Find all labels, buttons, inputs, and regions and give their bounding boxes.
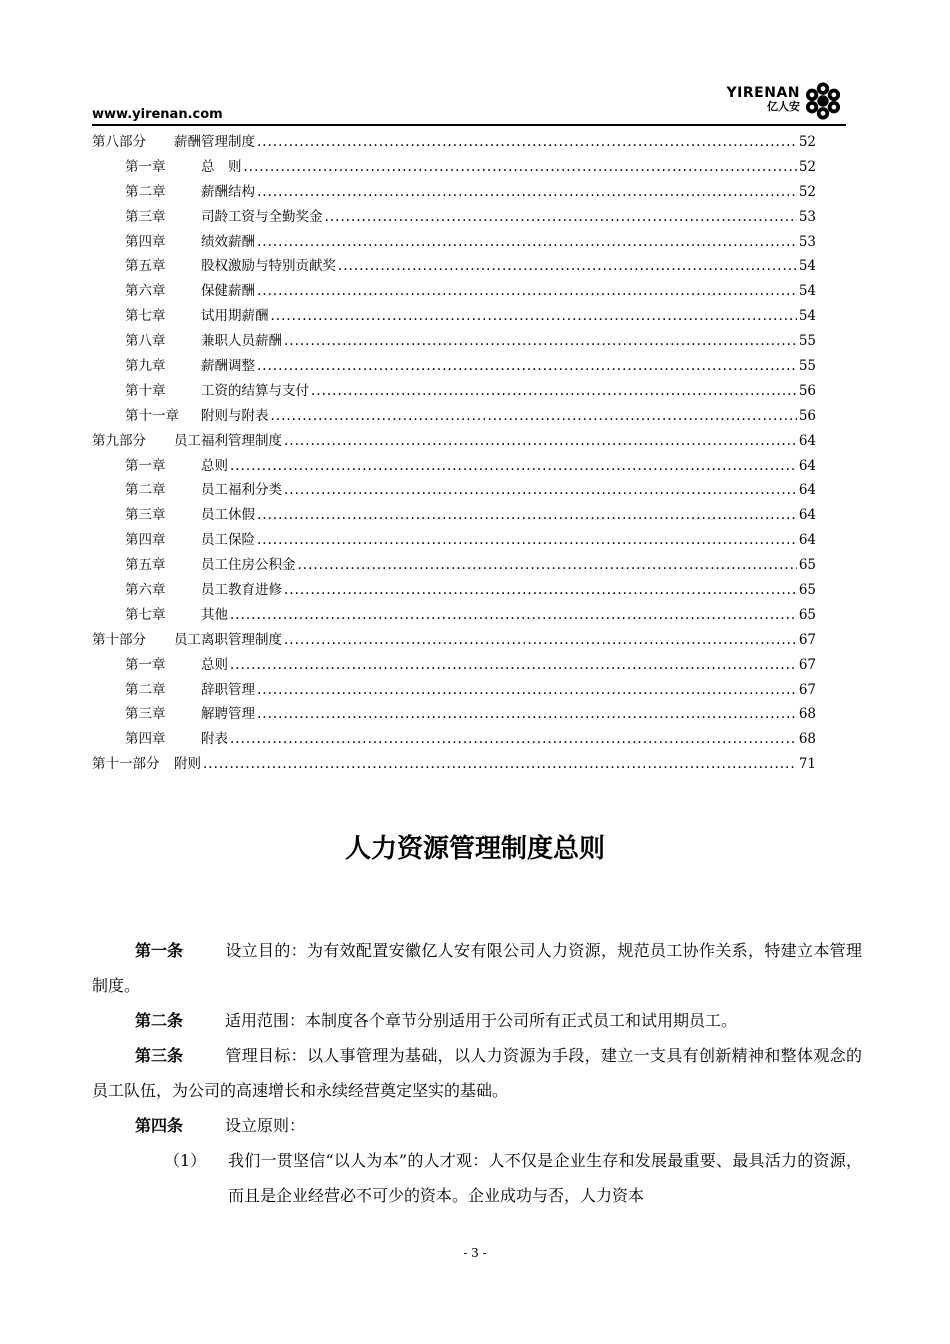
section-title: 人力资源管理制度总则 xyxy=(344,834,605,864)
toc-dot-leader xyxy=(298,553,797,578)
toc-entry-number: 第五章 xyxy=(125,557,166,574)
toc-dot-leader xyxy=(257,702,797,727)
article xyxy=(92,933,862,1003)
toc-entry-title: 员工住房公积金 xyxy=(201,557,296,574)
toc-dot-leader xyxy=(203,752,797,777)
toc-chapter-entry[interactable] xyxy=(92,454,816,479)
toc-chapter-entry[interactable] xyxy=(92,404,816,429)
toc-chapter-entry[interactable] xyxy=(92,553,816,578)
toc-entry-number: 第三章 xyxy=(125,706,166,723)
toc-page-number: 56 xyxy=(798,407,816,424)
toc-entry-number: 第十部分 xyxy=(92,631,146,648)
toc-entry-number: 第六章 xyxy=(125,582,166,599)
table-of-contents xyxy=(92,130,816,777)
article-text: 管理目标：以人事管理为基础，以人力资源为手段，建立一支具有创新精神和整体观念的员工队伍，为公司的高速增长和永续经营奠定坚实的基础。 xyxy=(92,1046,862,1100)
toc-dot-leader xyxy=(257,528,797,553)
toc-entry-number: 第八章 xyxy=(125,333,166,350)
toc-page-number: 68 xyxy=(798,731,816,748)
toc-chapter-entry[interactable] xyxy=(92,653,816,678)
toc-chapter-entry[interactable] xyxy=(92,279,816,304)
toc-dot-leader xyxy=(257,354,797,379)
toc-chapter-entry[interactable] xyxy=(92,678,816,703)
toc-dot-leader xyxy=(230,454,797,479)
toc-entry-title: 薪酬调整 xyxy=(201,358,255,375)
article-label: 第四条 xyxy=(135,1116,184,1135)
toc-entry-title: 司龄工资与全勤奖金 xyxy=(201,208,323,225)
toc-entry-title: 辞职管理 xyxy=(201,681,255,698)
toc-entry-number: 第四章 xyxy=(125,731,166,748)
toc-chapter-entry[interactable] xyxy=(92,354,816,379)
toc-page-number: 68 xyxy=(798,706,816,723)
toc-entry-title: 其他 xyxy=(201,606,228,623)
toc-entry-title: 员工福利分类 xyxy=(201,482,282,499)
toc-entry-title: 兼职人员薪酬 xyxy=(201,333,282,350)
toc-dot-leader xyxy=(311,379,797,404)
toc-page-number: 64 xyxy=(798,432,816,449)
page-number: - 3 - xyxy=(463,1246,487,1260)
toc-entry-number: 第二章 xyxy=(125,681,166,698)
toc-page-number: 67 xyxy=(798,681,816,698)
toc-entry-title: 总 则 xyxy=(201,158,242,175)
page-header xyxy=(92,76,846,126)
toc-entry-number: 第九章 xyxy=(125,358,166,375)
toc-dot-leader xyxy=(284,478,797,503)
toc-page-number: 54 xyxy=(798,283,816,300)
toc-dot-leader xyxy=(230,727,797,752)
toc-dot-leader xyxy=(257,678,797,703)
toc-entry-title: 员工休假 xyxy=(201,507,255,524)
article-text: 适用范围：本制度各个章节分别适用于公司所有正式员工和试用期员工。 xyxy=(225,1011,738,1030)
toc-page-number: 53 xyxy=(798,208,816,225)
toc-entry-title: 附则 xyxy=(174,756,201,773)
toc-chapter-entry[interactable] xyxy=(92,702,816,727)
toc-chapter-entry[interactable] xyxy=(92,603,816,628)
toc-entry-title: 工资的结算与支付 xyxy=(201,382,309,399)
toc-part-entry[interactable] xyxy=(92,752,816,777)
toc-page-number: 54 xyxy=(798,258,816,275)
toc-entry-title: 附表 xyxy=(201,731,228,748)
toc-entry-number: 第二章 xyxy=(125,183,166,200)
yirenan-star-logo-icon xyxy=(804,82,842,120)
toc-entry-title: 员工保险 xyxy=(201,532,255,549)
toc-entry-number: 第一章 xyxy=(125,656,166,673)
toc-chapter-entry[interactable] xyxy=(92,528,816,553)
toc-chapter-entry[interactable] xyxy=(92,379,816,404)
toc-dot-leader xyxy=(271,404,797,429)
principle-item xyxy=(92,1143,862,1213)
item-text: 我们一贯坚信“以人为本”的人才观：人不仅是企业生存和发展最重要、最具活力的资源，而且是企业经营必不可少的资本。企业成功与否，人力资本 xyxy=(228,1151,862,1205)
toc-entry-title: 附则与附表 xyxy=(201,407,269,424)
toc-part-entry[interactable] xyxy=(92,130,816,155)
toc-entry-number: 第七章 xyxy=(125,606,166,623)
article-label: 第一条 xyxy=(135,941,184,960)
toc-chapter-entry[interactable] xyxy=(92,254,816,279)
toc-dot-leader xyxy=(230,603,797,628)
toc-chapter-entry[interactable] xyxy=(92,155,816,180)
toc-chapter-entry[interactable] xyxy=(92,478,816,503)
toc-entry-number: 第一章 xyxy=(125,457,166,474)
toc-entry-number: 第四章 xyxy=(125,532,166,549)
toc-chapter-entry[interactable] xyxy=(92,329,816,354)
toc-entry-number: 第六章 xyxy=(125,283,166,300)
toc-entry-title: 薪酬管理制度 xyxy=(174,134,255,150)
toc-page-number: 64 xyxy=(798,507,816,524)
brand-name xyxy=(727,86,800,114)
toc-dot-leader xyxy=(257,503,797,528)
item-number: （1） xyxy=(164,1151,207,1170)
toc-dot-leader xyxy=(284,628,797,653)
toc-page-number: 67 xyxy=(798,631,816,648)
toc-entry-title: 试用期薪酬 xyxy=(201,308,269,325)
toc-page-number: 67 xyxy=(798,656,816,673)
toc-dot-leader xyxy=(338,254,797,279)
document-body xyxy=(92,933,862,1213)
article-text: 设立目的：为有效配置安徽亿人安有限公司人力资源，规范员工协作关系，特建立本管理制度。 xyxy=(92,941,862,995)
toc-page-number: 56 xyxy=(798,382,816,399)
toc-chapter-entry[interactable] xyxy=(92,180,816,205)
toc-page-number: 55 xyxy=(798,358,816,375)
article-label: 第二条 xyxy=(135,1011,184,1030)
toc-page-number: 53 xyxy=(798,233,816,250)
toc-page-number: 64 xyxy=(798,457,816,474)
toc-entry-title: 薪酬结构 xyxy=(201,183,255,200)
toc-entry-number: 第十一章 xyxy=(125,407,179,424)
toc-dot-leader xyxy=(257,230,797,255)
toc-entry-number: 第九部分 xyxy=(92,432,146,449)
toc-chapter-entry[interactable] xyxy=(92,727,816,752)
website-url: www.yirenan.com xyxy=(92,107,223,122)
toc-dot-leader xyxy=(257,279,797,304)
toc-entry-title: 总则 xyxy=(201,457,228,474)
article xyxy=(92,1108,862,1143)
toc-chapter-entry[interactable] xyxy=(92,205,816,230)
toc-page-number: 64 xyxy=(798,482,816,499)
toc-entry-number: 第三章 xyxy=(125,507,166,524)
toc-entry-title: 总则 xyxy=(201,656,228,673)
toc-page-number: 52 xyxy=(798,134,816,150)
toc-dot-leader xyxy=(284,578,797,603)
toc-entry-number: 第十章 xyxy=(125,382,166,399)
toc-entry-title: 解聘管理 xyxy=(201,706,255,723)
brand-name-en: YIRENAN xyxy=(726,85,800,101)
toc-dot-leader xyxy=(257,130,797,155)
toc-entry-title: 保健薪酬 xyxy=(201,283,255,300)
toc-entry-number: 第五章 xyxy=(125,258,166,275)
toc-entry-number: 第二章 xyxy=(125,482,166,499)
toc-page-number: 52 xyxy=(798,183,816,200)
toc-dot-leader xyxy=(284,329,797,354)
brand-name-cn: 亿人安 xyxy=(767,100,800,113)
toc-entry-title: 员工福利管理制度 xyxy=(174,432,282,449)
toc-dot-leader xyxy=(257,180,797,205)
article xyxy=(92,1038,862,1108)
toc-entry-title: 绩效薪酬 xyxy=(201,233,255,250)
toc-page-number: 55 xyxy=(798,333,816,350)
toc-entry-number: 第一章 xyxy=(125,158,166,175)
toc-part-entry[interactable] xyxy=(92,628,816,653)
toc-page-number: 65 xyxy=(798,582,816,599)
toc-part-entry[interactable] xyxy=(92,429,816,454)
article-label: 第三条 xyxy=(135,1046,184,1065)
toc-page-number: 54 xyxy=(798,308,816,325)
toc-chapter-entry[interactable] xyxy=(92,230,816,255)
toc-page-number: 64 xyxy=(798,532,816,549)
toc-chapter-entry[interactable] xyxy=(92,503,816,528)
toc-entry-number: 第四章 xyxy=(125,233,166,250)
toc-chapter-entry[interactable] xyxy=(92,304,816,329)
toc-page-number: 52 xyxy=(798,158,816,175)
toc-page-number: 71 xyxy=(798,756,816,773)
toc-entry-number: 第十一部分 xyxy=(92,756,160,773)
toc-page-number: 65 xyxy=(798,557,816,574)
toc-entry-number: 第三章 xyxy=(125,208,166,225)
toc-dot-leader xyxy=(230,653,797,678)
toc-entry-number: 第八部分 xyxy=(92,134,146,150)
toc-dot-leader xyxy=(244,155,797,180)
toc-chapter-entry[interactable] xyxy=(92,578,816,603)
toc-dot-leader xyxy=(325,205,797,230)
toc-dot-leader xyxy=(284,429,797,454)
article xyxy=(92,1003,862,1038)
toc-entry-title: 员工教育进修 xyxy=(201,582,282,599)
toc-page-number: 65 xyxy=(798,606,816,623)
toc-entry-title: 股权激励与特别贡献奖 xyxy=(201,258,336,275)
toc-dot-leader xyxy=(271,304,797,329)
toc-entry-title: 员工离职管理制度 xyxy=(174,631,282,648)
article-text: 设立原则： xyxy=(225,1116,306,1135)
toc-entry-number: 第七章 xyxy=(125,308,166,325)
